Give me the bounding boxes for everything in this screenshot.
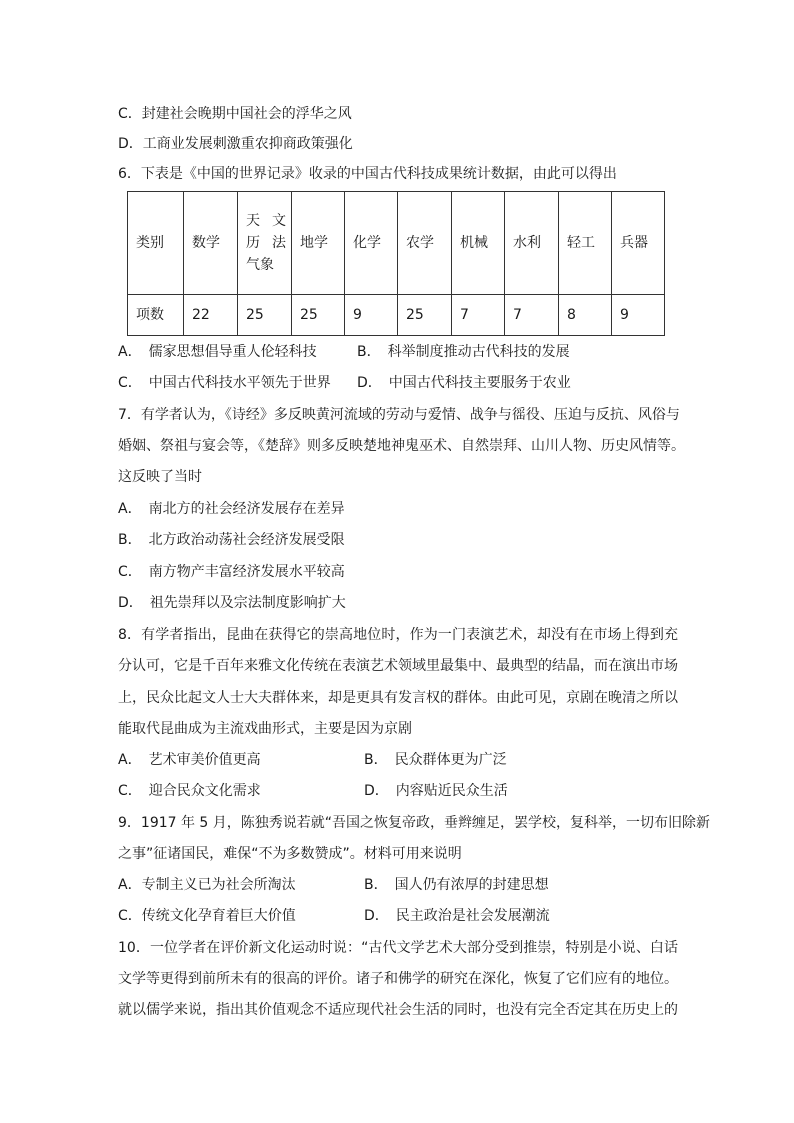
astro-char: 天 xyxy=(246,213,260,229)
q6-option-a: A． 儒家思想倡导重人伦轻科技 xyxy=(118,344,317,360)
q8-options-row-1 xyxy=(118,750,507,770)
table-count: 25 xyxy=(398,295,452,336)
table-category: 机械 xyxy=(452,192,505,295)
table-category: 轻工 xyxy=(559,192,612,295)
q8-option-a: A． 艺术审美价值更高 xyxy=(118,752,261,768)
q7-stem-line-1: 7．有学者认为，《诗经》多反映黄河流域的劳动与爱情、战争与徭役、压迫与反抗、风俗与 xyxy=(118,407,680,423)
astro-char: 法 xyxy=(272,235,286,251)
q7-option-c: C． 南方物产丰富经济发展水平较高 xyxy=(118,564,345,580)
table-count: 25 xyxy=(292,295,345,336)
table-category: 水利 xyxy=(505,192,559,295)
astro-line-2 xyxy=(246,232,286,254)
q8-stem-line-2: 分认可，它是千百年来雅文化传统在表演艺术领域里最集中、最典型的结晶，而在演出市场 xyxy=(118,658,678,674)
q6-stats-table xyxy=(127,191,665,336)
q10-stem-line-2: 文学等更得到前所未有的很高的评价。诸子和佛学的研究在深化，恢复了它们应有的地位。 xyxy=(118,971,678,987)
q6-options-row-2 xyxy=(118,373,571,393)
q6-stem: 6．下表是《中国的世界记录》收录的中国古代科技成果统计数据，由此可以得出 xyxy=(118,166,617,182)
astro-char: 历 xyxy=(246,235,260,251)
table-category: 化学 xyxy=(345,192,398,295)
table-category: 地学 xyxy=(292,192,345,295)
q9-options-row-2 xyxy=(118,906,550,926)
q8-option-b: B． 民众群体更为广泛 xyxy=(364,752,507,768)
table-count: 9 xyxy=(345,295,398,336)
table-count: 22 xyxy=(184,295,238,336)
q6-option-d: D． 中国古代科技主要服务于农业 xyxy=(357,375,571,391)
q9-stem-line-1: 9．1917 年 5 月，陈独秀说若就“吾国之恢复帝政，垂辫缠足，罢学校，复科举，一切布旧除新 xyxy=(118,815,711,831)
q6-options-row-1 xyxy=(118,342,570,362)
table-count: 8 xyxy=(559,295,612,336)
q5-option-c: C．封建社会晚期中国社会的浮华之风 xyxy=(118,106,352,122)
q10-stem-line-3: 就以儒学来说，指出其价值观念不适应现代社会生活的同时，也没有完全否定其在历史上的 xyxy=(118,1002,678,1018)
table-count-row xyxy=(128,295,665,336)
table-count: 7 xyxy=(505,295,559,336)
q8-option-d: D． 内容贴近民众生活 xyxy=(364,783,508,799)
astro-line-3: 气象 xyxy=(246,257,274,273)
q8-option-c: C． 迎合民众文化需求 xyxy=(118,783,261,799)
q6-option-b: B． 科举制度推动古代科技的发展 xyxy=(357,344,570,360)
q8-stem-line-4: 能取代昆曲成为主流戏曲形式，主要是因为京剧 xyxy=(118,721,412,737)
q7-stem-line-3: 这反映了当时 xyxy=(118,469,202,485)
q9-option-c: C．传统文化孕育着巨大价值 xyxy=(118,908,296,924)
q5-option-d: D．工商业发展刺激重农抑商政策强化 xyxy=(118,136,353,152)
q9-stem-line-2: 之事”征诸国民，难保“不为多数赞成”。材料可用来说明 xyxy=(118,846,462,862)
table-category: 兵器 xyxy=(612,192,665,295)
table-count: 7 xyxy=(452,295,505,336)
astro-line-1 xyxy=(246,210,286,232)
q8-options-row-2 xyxy=(118,781,508,801)
q7-option-b: B． 北方政治动荡社会经济发展受限 xyxy=(118,532,345,548)
q9-option-b: B． 国人仍有浓厚的封建思想 xyxy=(364,877,549,893)
table-category: 农学 xyxy=(398,192,452,295)
q8-stem-line-3: 上，民众比起文人士大夫群体来，却是更具有发言权的群体。由此可见，京剧在晚清之所以 xyxy=(118,690,678,706)
table-header-row xyxy=(128,192,665,295)
q9-option-a: A．专制主义已为社会所淘汰 xyxy=(118,877,296,893)
astro-char: 文 xyxy=(272,213,286,229)
q6-option-c: C． 中国古代科技水平领先于世界 xyxy=(118,375,331,391)
table-count-label: 项数 xyxy=(128,295,184,336)
table-category: 数学 xyxy=(184,192,238,295)
q7-option-a: A． 南北方的社会经济发展存在差异 xyxy=(118,501,345,517)
q7-option-d: D． 祖先崇拜以及宗法制度影响扩大 xyxy=(118,595,346,611)
table-count: 9 xyxy=(612,295,665,336)
table-category-astronomy xyxy=(238,192,292,295)
q7-stem-line-2: 婚姻、祭祖与宴会等，《楚辞》则多反映楚地神鬼巫术、自然崇拜、山川人物、历史风情等。 xyxy=(118,438,685,454)
table-header-label: 类别 xyxy=(128,192,184,295)
q8-stem-line-1: 8．有学者指出，昆曲在获得它的崇高地位时，作为一门表演艺术，却没有在市场上得到充 xyxy=(118,627,678,643)
q10-stem-line-1: 10．一位学者在评价新文化运动时说：“古代文学艺术大部分受到推崇，特别是小说、白话 xyxy=(118,940,678,956)
q9-options-row-1 xyxy=(118,875,549,895)
table-count: 25 xyxy=(238,295,292,336)
q9-option-d: D． 民主政治是社会发展潮流 xyxy=(364,908,550,924)
